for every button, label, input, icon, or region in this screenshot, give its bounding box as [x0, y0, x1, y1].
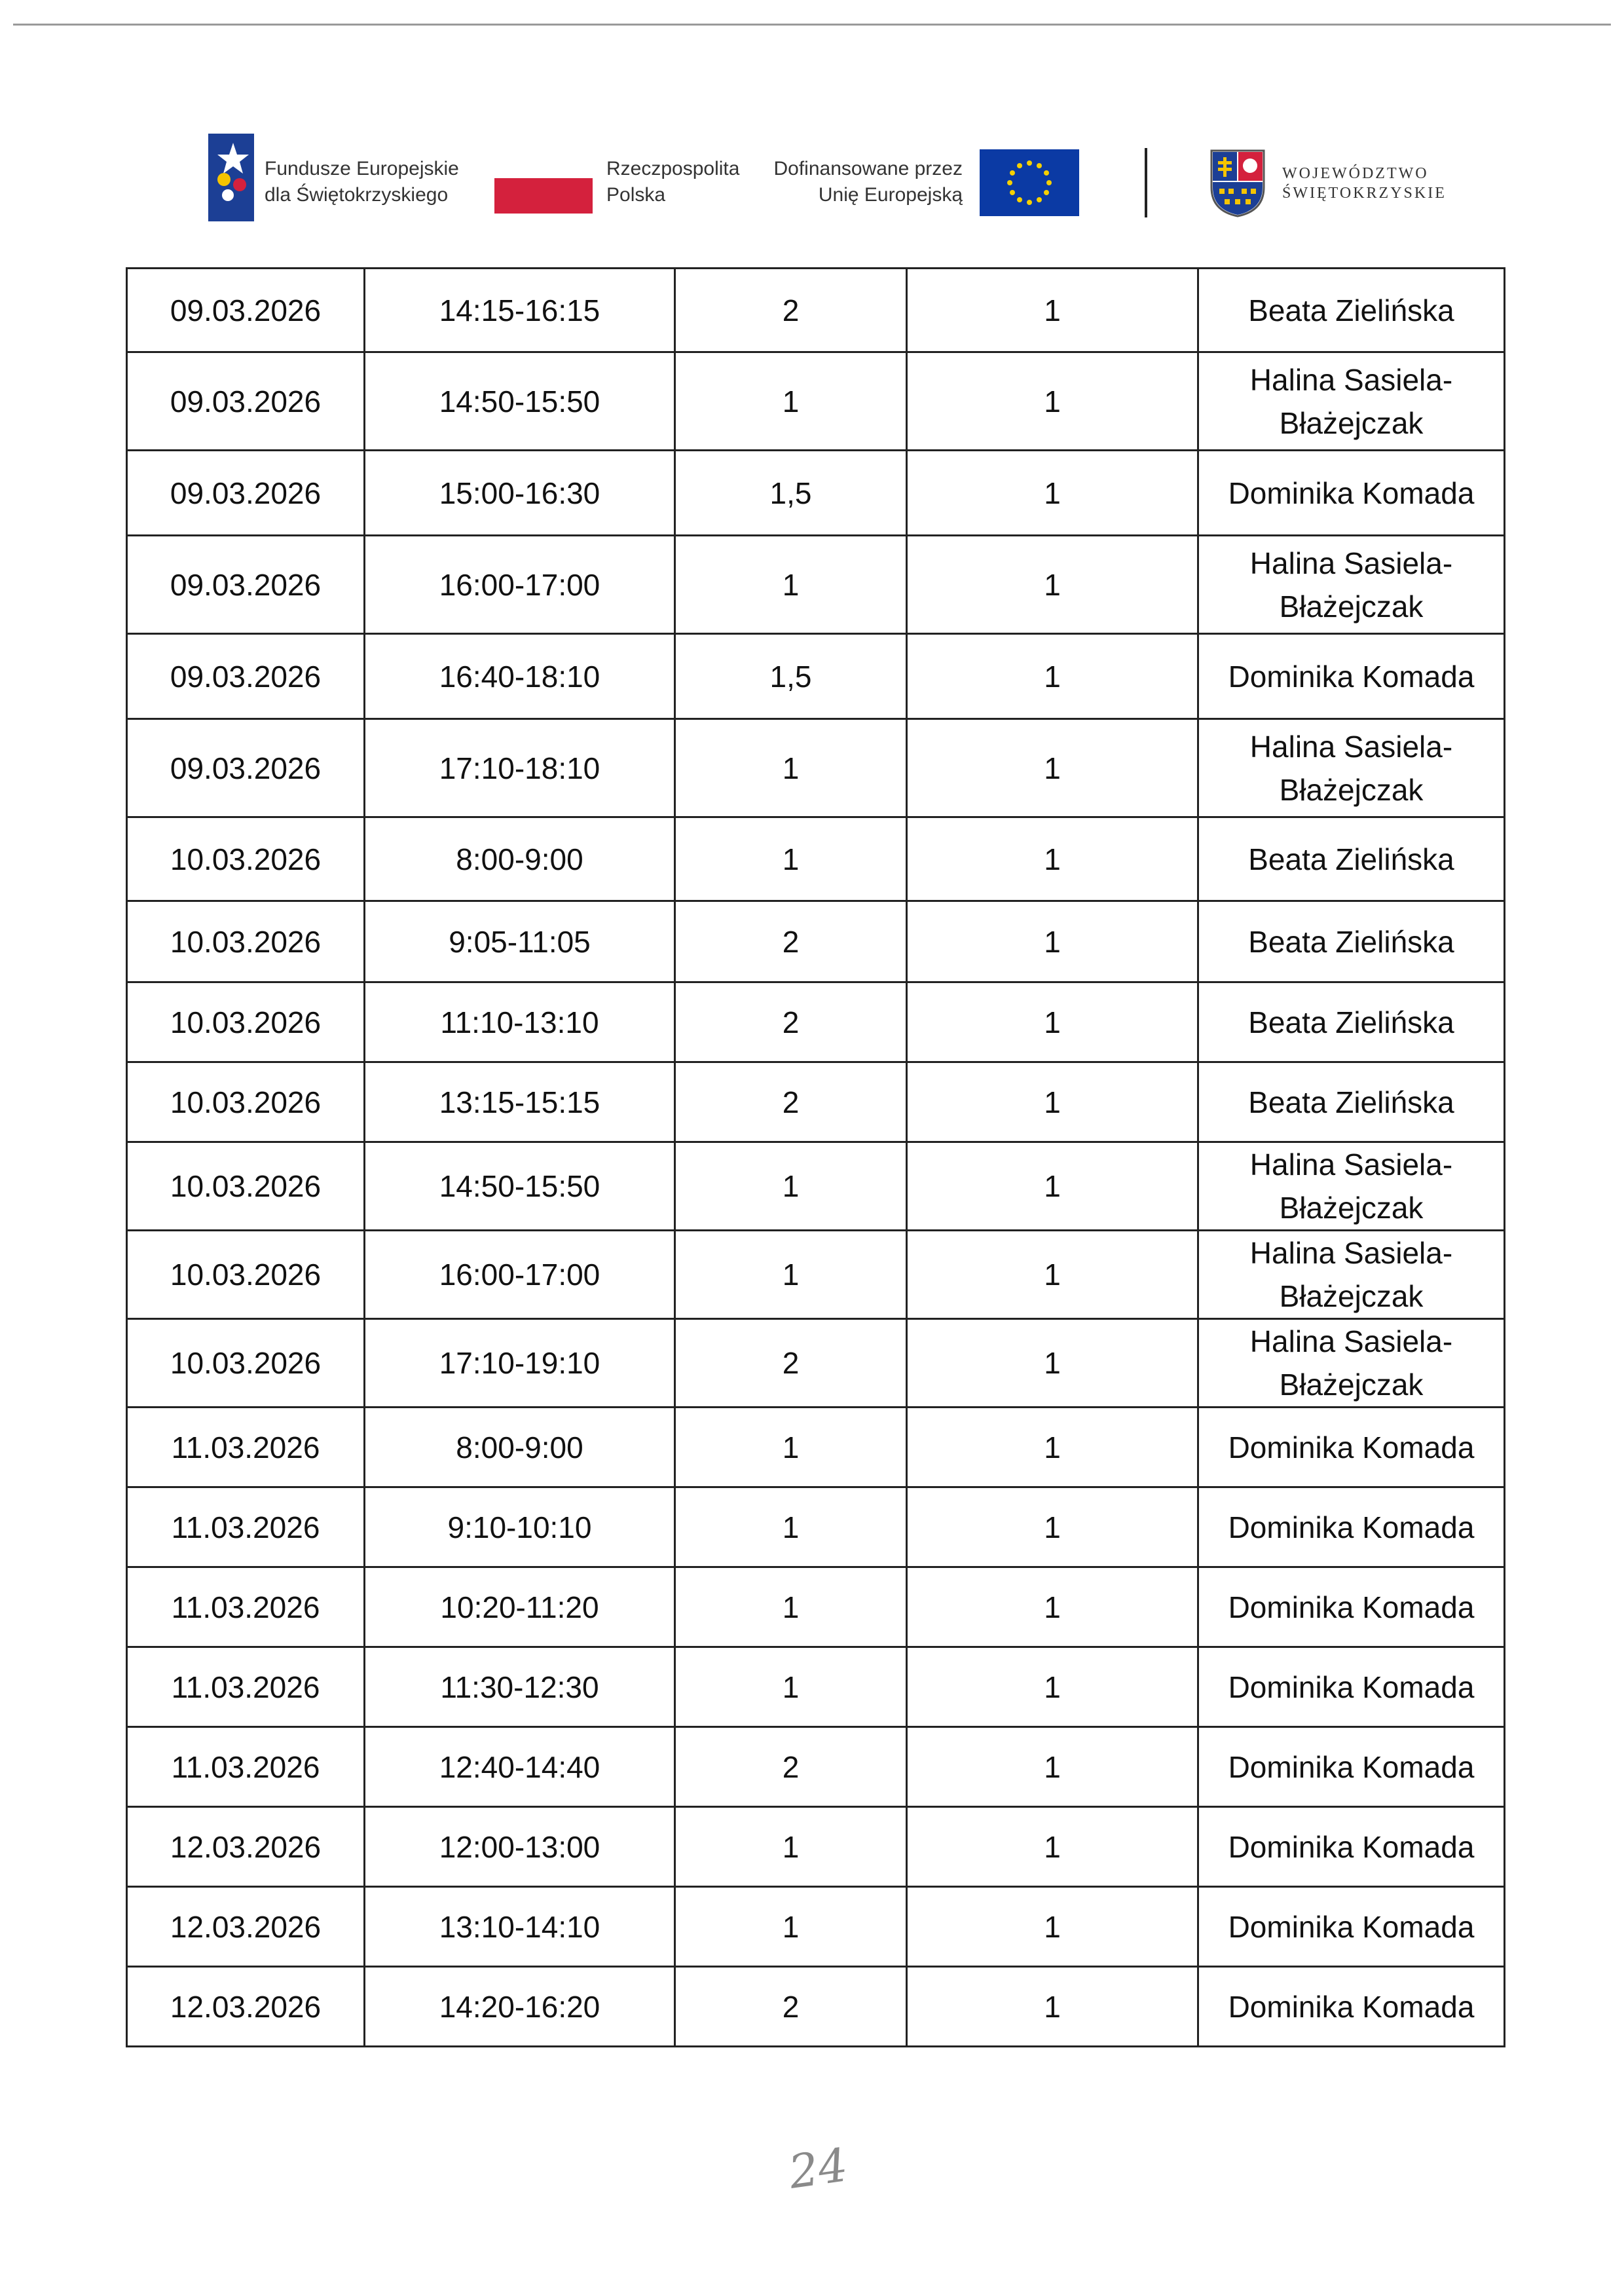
- table-row: [127, 817, 1505, 901]
- cell-groups: 1: [907, 1408, 1198, 1487]
- cell-time: 17:10-18:10: [365, 719, 675, 817]
- cell-groups: 1: [907, 719, 1198, 817]
- cell-date: 09.03.2026: [127, 269, 365, 352]
- eu-flag-icon: [980, 149, 1079, 216]
- table-row: [127, 1231, 1505, 1319]
- cell-groups: 1: [907, 536, 1198, 634]
- logo-bar: [0, 0, 1624, 249]
- table-row: [127, 1567, 1505, 1647]
- cell-date: 11.03.2026: [127, 1567, 365, 1647]
- cell-teacher: Dominika Komada: [1198, 1408, 1505, 1487]
- cell-groups: 1: [907, 269, 1198, 352]
- cell-teacher: Halina Sasiela-Błażejczak: [1198, 1319, 1505, 1408]
- table-row: [127, 1967, 1505, 2047]
- cell-time: 14:50-15:50: [365, 1142, 675, 1231]
- cell-teacher: Halina Sasiela-Błażejczak: [1198, 1142, 1505, 1231]
- cell-hours: 2: [675, 1727, 907, 1807]
- cell-groups: 1: [907, 1807, 1198, 1887]
- cell-date: 10.03.2026: [127, 1319, 365, 1408]
- cell-teacher: Dominika Komada: [1198, 1727, 1505, 1807]
- cell-groups: 1: [907, 1727, 1198, 1807]
- poland-label: Rzeczpospolita Polska: [606, 158, 740, 206]
- cell-time: 16:40-18:10: [365, 634, 675, 719]
- cell-teacher: Dominika Komada: [1198, 1967, 1505, 2047]
- cell-time: 12:40-14:40: [365, 1727, 675, 1807]
- cell-teacher: Dominika Komada: [1198, 1887, 1505, 1967]
- cell-hours: 1: [675, 1567, 907, 1647]
- cell-groups: 1: [907, 817, 1198, 901]
- table-row: [127, 352, 1505, 451]
- cell-hours: 1: [675, 536, 907, 634]
- cell-hours: 2: [675, 982, 907, 1062]
- cell-time: 16:00-17:00: [365, 536, 675, 634]
- cell-date: 11.03.2026: [127, 1408, 365, 1487]
- cell-date: 10.03.2026: [127, 1062, 365, 1142]
- cell-teacher: Halina Sasiela-Błażejczak: [1198, 1231, 1505, 1319]
- cell-teacher: Halina Sasiela-Błażejczak: [1198, 719, 1505, 817]
- table-row: [127, 536, 1505, 634]
- logo-separator: [1145, 148, 1147, 217]
- table-row: [127, 982, 1505, 1062]
- cell-teacher: Beata Zielińska: [1198, 269, 1505, 352]
- cell-groups: 1: [907, 1567, 1198, 1647]
- cell-date: 10.03.2026: [127, 817, 365, 901]
- cell-groups: 1: [907, 1142, 1198, 1231]
- page-number: 24: [785, 2138, 851, 2199]
- cell-date: 09.03.2026: [127, 352, 365, 451]
- european-funds-logo: [208, 134, 254, 221]
- cell-time: 10:20-11:20: [365, 1567, 675, 1647]
- cell-teacher: Dominika Komada: [1198, 1647, 1505, 1727]
- schedule-table: [126, 267, 1505, 2047]
- cell-time: 8:00-9:00: [365, 1408, 675, 1487]
- cell-groups: 1: [907, 901, 1198, 982]
- cell-teacher: Beata Zielińska: [1198, 817, 1505, 901]
- table-row: [127, 1647, 1505, 1727]
- cell-time: 13:15-15:15: [365, 1062, 675, 1142]
- cell-time: 15:00-16:30: [365, 451, 675, 536]
- cell-time: 9:10-10:10: [365, 1487, 675, 1567]
- cell-time: 14:50-15:50: [365, 352, 675, 451]
- cell-hours: 1,5: [675, 451, 907, 536]
- cell-date: 09.03.2026: [127, 451, 365, 536]
- cell-date: 11.03.2026: [127, 1487, 365, 1567]
- cell-time: 14:20-16:20: [365, 1967, 675, 2047]
- cell-time: 11:30-12:30: [365, 1647, 675, 1727]
- eu-funding-label: Dofinansowane przez Unię Europejską: [773, 158, 963, 206]
- cell-teacher: Dominika Komada: [1198, 1487, 1505, 1567]
- cell-time: 14:15-16:15: [365, 269, 675, 352]
- cell-date: 11.03.2026: [127, 1727, 365, 1807]
- table-row: [127, 634, 1505, 719]
- cell-hours: 2: [675, 1062, 907, 1142]
- cell-date: 11.03.2026: [127, 1647, 365, 1727]
- cell-hours: 1: [675, 1142, 907, 1231]
- cell-groups: 1: [907, 1967, 1198, 2047]
- cell-time: 13:10-14:10: [365, 1887, 675, 1967]
- cell-teacher: Dominika Komada: [1198, 451, 1505, 536]
- cell-teacher: Halina Sasiela-Błażejczak: [1198, 536, 1505, 634]
- cell-teacher: Halina Sasiela-Błażejczak: [1198, 352, 1505, 451]
- cell-hours: 1: [675, 352, 907, 451]
- cell-time: 17:10-19:10: [365, 1319, 675, 1408]
- cell-hours: 2: [675, 269, 907, 352]
- cell-date: 10.03.2026: [127, 982, 365, 1062]
- cell-date: 12.03.2026: [127, 1807, 365, 1887]
- cell-hours: 2: [675, 901, 907, 982]
- table-row: [127, 1319, 1505, 1408]
- cell-teacher: Dominika Komada: [1198, 1807, 1505, 1887]
- table-row: [127, 269, 1505, 352]
- cell-hours: 1: [675, 1487, 907, 1567]
- cell-teacher: Beata Zielińska: [1198, 901, 1505, 982]
- cell-date: 12.03.2026: [127, 1967, 365, 2047]
- cell-groups: 1: [907, 982, 1198, 1062]
- voivodeship-label: WOJEWÓDZTWO ŚWIĘTOKRZYSKIE: [1282, 165, 1447, 202]
- cell-groups: 1: [907, 1319, 1198, 1408]
- cell-hours: 1: [675, 1647, 907, 1727]
- cell-groups: 1: [907, 1887, 1198, 1967]
- cell-groups: 1: [907, 634, 1198, 719]
- cell-time: 9:05-11:05: [365, 901, 675, 982]
- table-row: [127, 1807, 1505, 1887]
- table-row: [127, 1487, 1505, 1567]
- table-row: [127, 719, 1505, 817]
- cell-date: 10.03.2026: [127, 901, 365, 982]
- cell-date: 09.03.2026: [127, 634, 365, 719]
- cell-time: 8:00-9:00: [365, 817, 675, 901]
- cell-date: 10.03.2026: [127, 1142, 365, 1231]
- cell-teacher: Beata Zielińska: [1198, 1062, 1505, 1142]
- cell-groups: 1: [907, 352, 1198, 451]
- cell-date: 10.03.2026: [127, 1231, 365, 1319]
- cell-hours: 1: [675, 817, 907, 901]
- cell-hours: 1,5: [675, 634, 907, 719]
- cell-date: 09.03.2026: [127, 719, 365, 817]
- cell-teacher: Dominika Komada: [1198, 634, 1505, 719]
- cell-groups: 1: [907, 1062, 1198, 1142]
- cell-date: 09.03.2026: [127, 536, 365, 634]
- cell-hours: 2: [675, 1319, 907, 1408]
- cell-groups: 1: [907, 1647, 1198, 1727]
- cell-groups: 1: [907, 1231, 1198, 1319]
- table-row: [127, 1887, 1505, 1967]
- cell-teacher: Beata Zielińska: [1198, 982, 1505, 1062]
- voivodeship-crest-icon: [1209, 148, 1266, 219]
- cell-groups: 1: [907, 1487, 1198, 1567]
- table-row: [127, 1062, 1505, 1142]
- cell-time: 12:00-13:00: [365, 1807, 675, 1887]
- cell-time: 11:10-13:10: [365, 982, 675, 1062]
- table-row: [127, 901, 1505, 982]
- table-row: [127, 1142, 1505, 1231]
- cell-hours: 1: [675, 719, 907, 817]
- cell-hours: 1: [675, 1231, 907, 1319]
- table-row: [127, 1727, 1505, 1807]
- cell-teacher: Dominika Komada: [1198, 1567, 1505, 1647]
- poland-flag: [494, 178, 593, 214]
- schedule-body: [127, 269, 1505, 2047]
- table-row: [127, 1408, 1505, 1487]
- cell-hours: 1: [675, 1807, 907, 1887]
- cell-hours: 1: [675, 1408, 907, 1487]
- cell-time: 16:00-17:00: [365, 1231, 675, 1319]
- cell-hours: 2: [675, 1967, 907, 2047]
- cell-hours: 1: [675, 1887, 907, 1967]
- cell-groups: 1: [907, 451, 1198, 536]
- cell-date: 12.03.2026: [127, 1887, 365, 1967]
- table-row: [127, 451, 1505, 536]
- european-funds-label: Fundusze Europejskie dla Świętokrzyskiego: [265, 158, 459, 206]
